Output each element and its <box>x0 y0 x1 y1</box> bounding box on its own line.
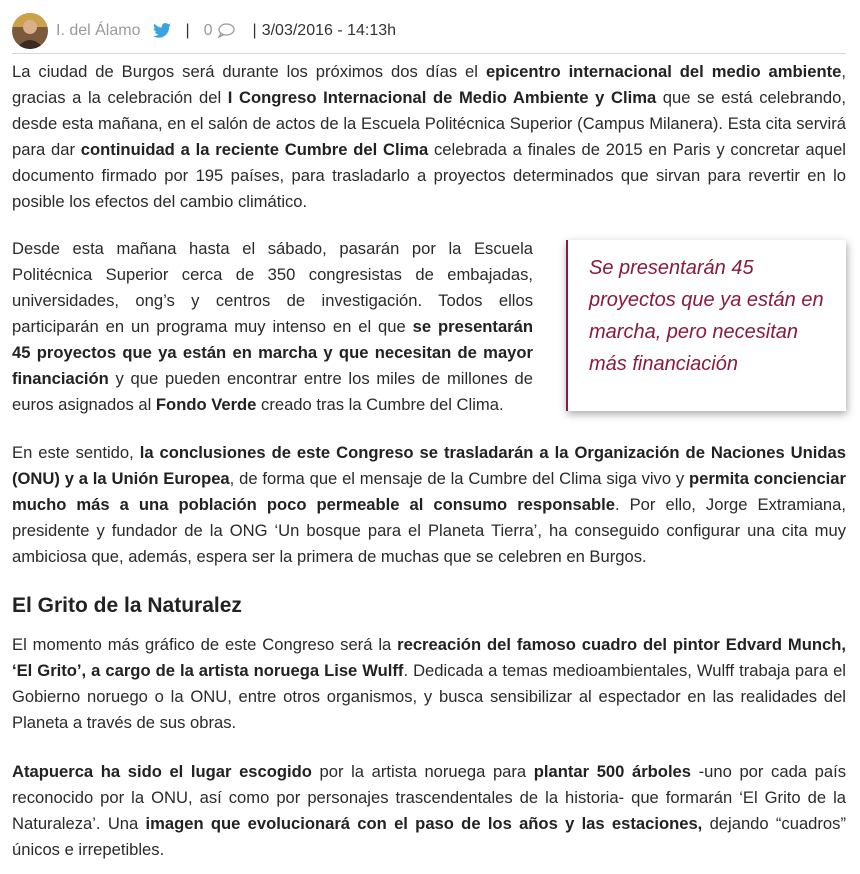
bold-text: recreación del famoso cuadro del pintor Edvard Munch, ‘El Grito’, a cargo de la artista noruega Lise Wulff <box>12 635 846 680</box>
comment-count[interactable]: 0 <box>203 21 213 39</box>
text-run: , de forma que el mensaje de la Cumbre del Clima siga vivo y <box>229 469 689 488</box>
text-run: El momento más gráfico de este Congreso será la <box>12 635 398 654</box>
text-run: -uno por cada país reconocido por la ONU, así como por personajes trascendentales de la historia- que formarán ‘El Grito de la Naturaleza’. Una <box>12 762 847 833</box>
twitter-bird-icon[interactable] <box>153 23 171 38</box>
publish-date <box>253 22 397 40</box>
text-run: La ciudad de Burgos será durante los próximos dos días el <box>12 62 486 81</box>
article-paragraph-4 <box>12 632 846 736</box>
text-run: En este sentido, <box>12 443 140 462</box>
bold-text: Fondo Verde <box>155 395 257 414</box>
date-text: 3/03/2016 - 14:13h <box>261 21 397 39</box>
pull-quote: Se presentarán 45 proyectos que ya están en marcha, pero necesitan más financiación <box>566 240 846 411</box>
meta-separator: | <box>185 21 190 39</box>
section-heading: El Grito de la Naturalez <box>12 594 242 617</box>
bold-text: permita concienciar mucho más a una población poco permeable al consumo responsable <box>12 469 846 514</box>
text-run: celebrada a finales de 2015 en Paris y concretar aquel documento firmado por 195 países, para trasladarlo a proyectos determinados que sirvan para revertir en lo posible los efectos del cambio climático. <box>12 140 846 211</box>
article-paragraph-2 <box>12 236 533 418</box>
text-run: . Por ello, Jorge Extramiana, presidente y fundador de la ONG ‘Un bosque para el Planeta Tierra’, ha conseguido configurar una cita muy ambiciosa que, además, espera ser la primera de muchas que se celebren en Burgos. <box>12 495 847 566</box>
text-run: que se está celebrando, desde esta mañana, en el salón de actos de la Escuela Politécnica Superior (Campus Milanera). Esta cita servirá para dar <box>12 88 846 159</box>
bold-text: imagen que evolucionará con el paso de los años y las estaciones, <box>145 814 703 833</box>
text-run: , gracias a la celebración del <box>12 62 847 107</box>
author-name[interactable]: I. del Álamo <box>56 21 141 39</box>
comment-bubble-icon[interactable] <box>217 23 235 38</box>
text-run: dejando “cuadros” únicos e irrepetibles. <box>12 814 846 859</box>
bold-text: continuidad a la reciente Cumbre del Clima <box>80 140 429 159</box>
text-run: y que pueden encontrar entre los miles de millones de euros asignados al <box>12 369 533 414</box>
bold-text: epicentro internacional del medio ambiente <box>485 62 842 81</box>
text-run: por la artista noruega para <box>311 762 534 781</box>
article-paragraph-5 <box>12 759 846 863</box>
article-meta-bar <box>12 14 846 54</box>
bold-text: se presentarán 45 proyectos que ya están en marcha y que necesitan de mayor financiación <box>12 317 534 388</box>
text-run: creado tras la Cumbre del Clima. <box>256 395 504 414</box>
bold-text: la conclusiones de este Congreso se trasladarán a la Organización de Naciones Unidas (ONU) y a la Unión Europea <box>12 443 846 488</box>
text-run: . Dedicada a temas medioambientales, Wulff trabaja para el Gobierno noruego o la ONU, entre otros organismos, y busca sensibilizar al espectador en las realidades del Planeta a través de sus obras. <box>12 661 846 732</box>
author-avatar[interactable] <box>12 13 48 49</box>
bold-text: I Congreso Internacional de Medio Ambiente y Clima <box>227 88 657 107</box>
bold-text: Atapuerca ha sido el lugar escogido <box>12 762 312 781</box>
bold-text: plantar 500 árboles <box>533 762 692 781</box>
article-paragraph-1 <box>12 59 846 215</box>
article-paragraph-3 <box>12 440 846 570</box>
text-run: Desde esta mañana hasta el sábado, pasarán por la Escuela Politécnica Superior cerca de 350 congresistas de embajadas, universidades, ong’s y centros de investigación. Todos ellos participarán en un programa muy intenso en el que <box>12 239 533 336</box>
date-separator: | <box>252 21 257 39</box>
